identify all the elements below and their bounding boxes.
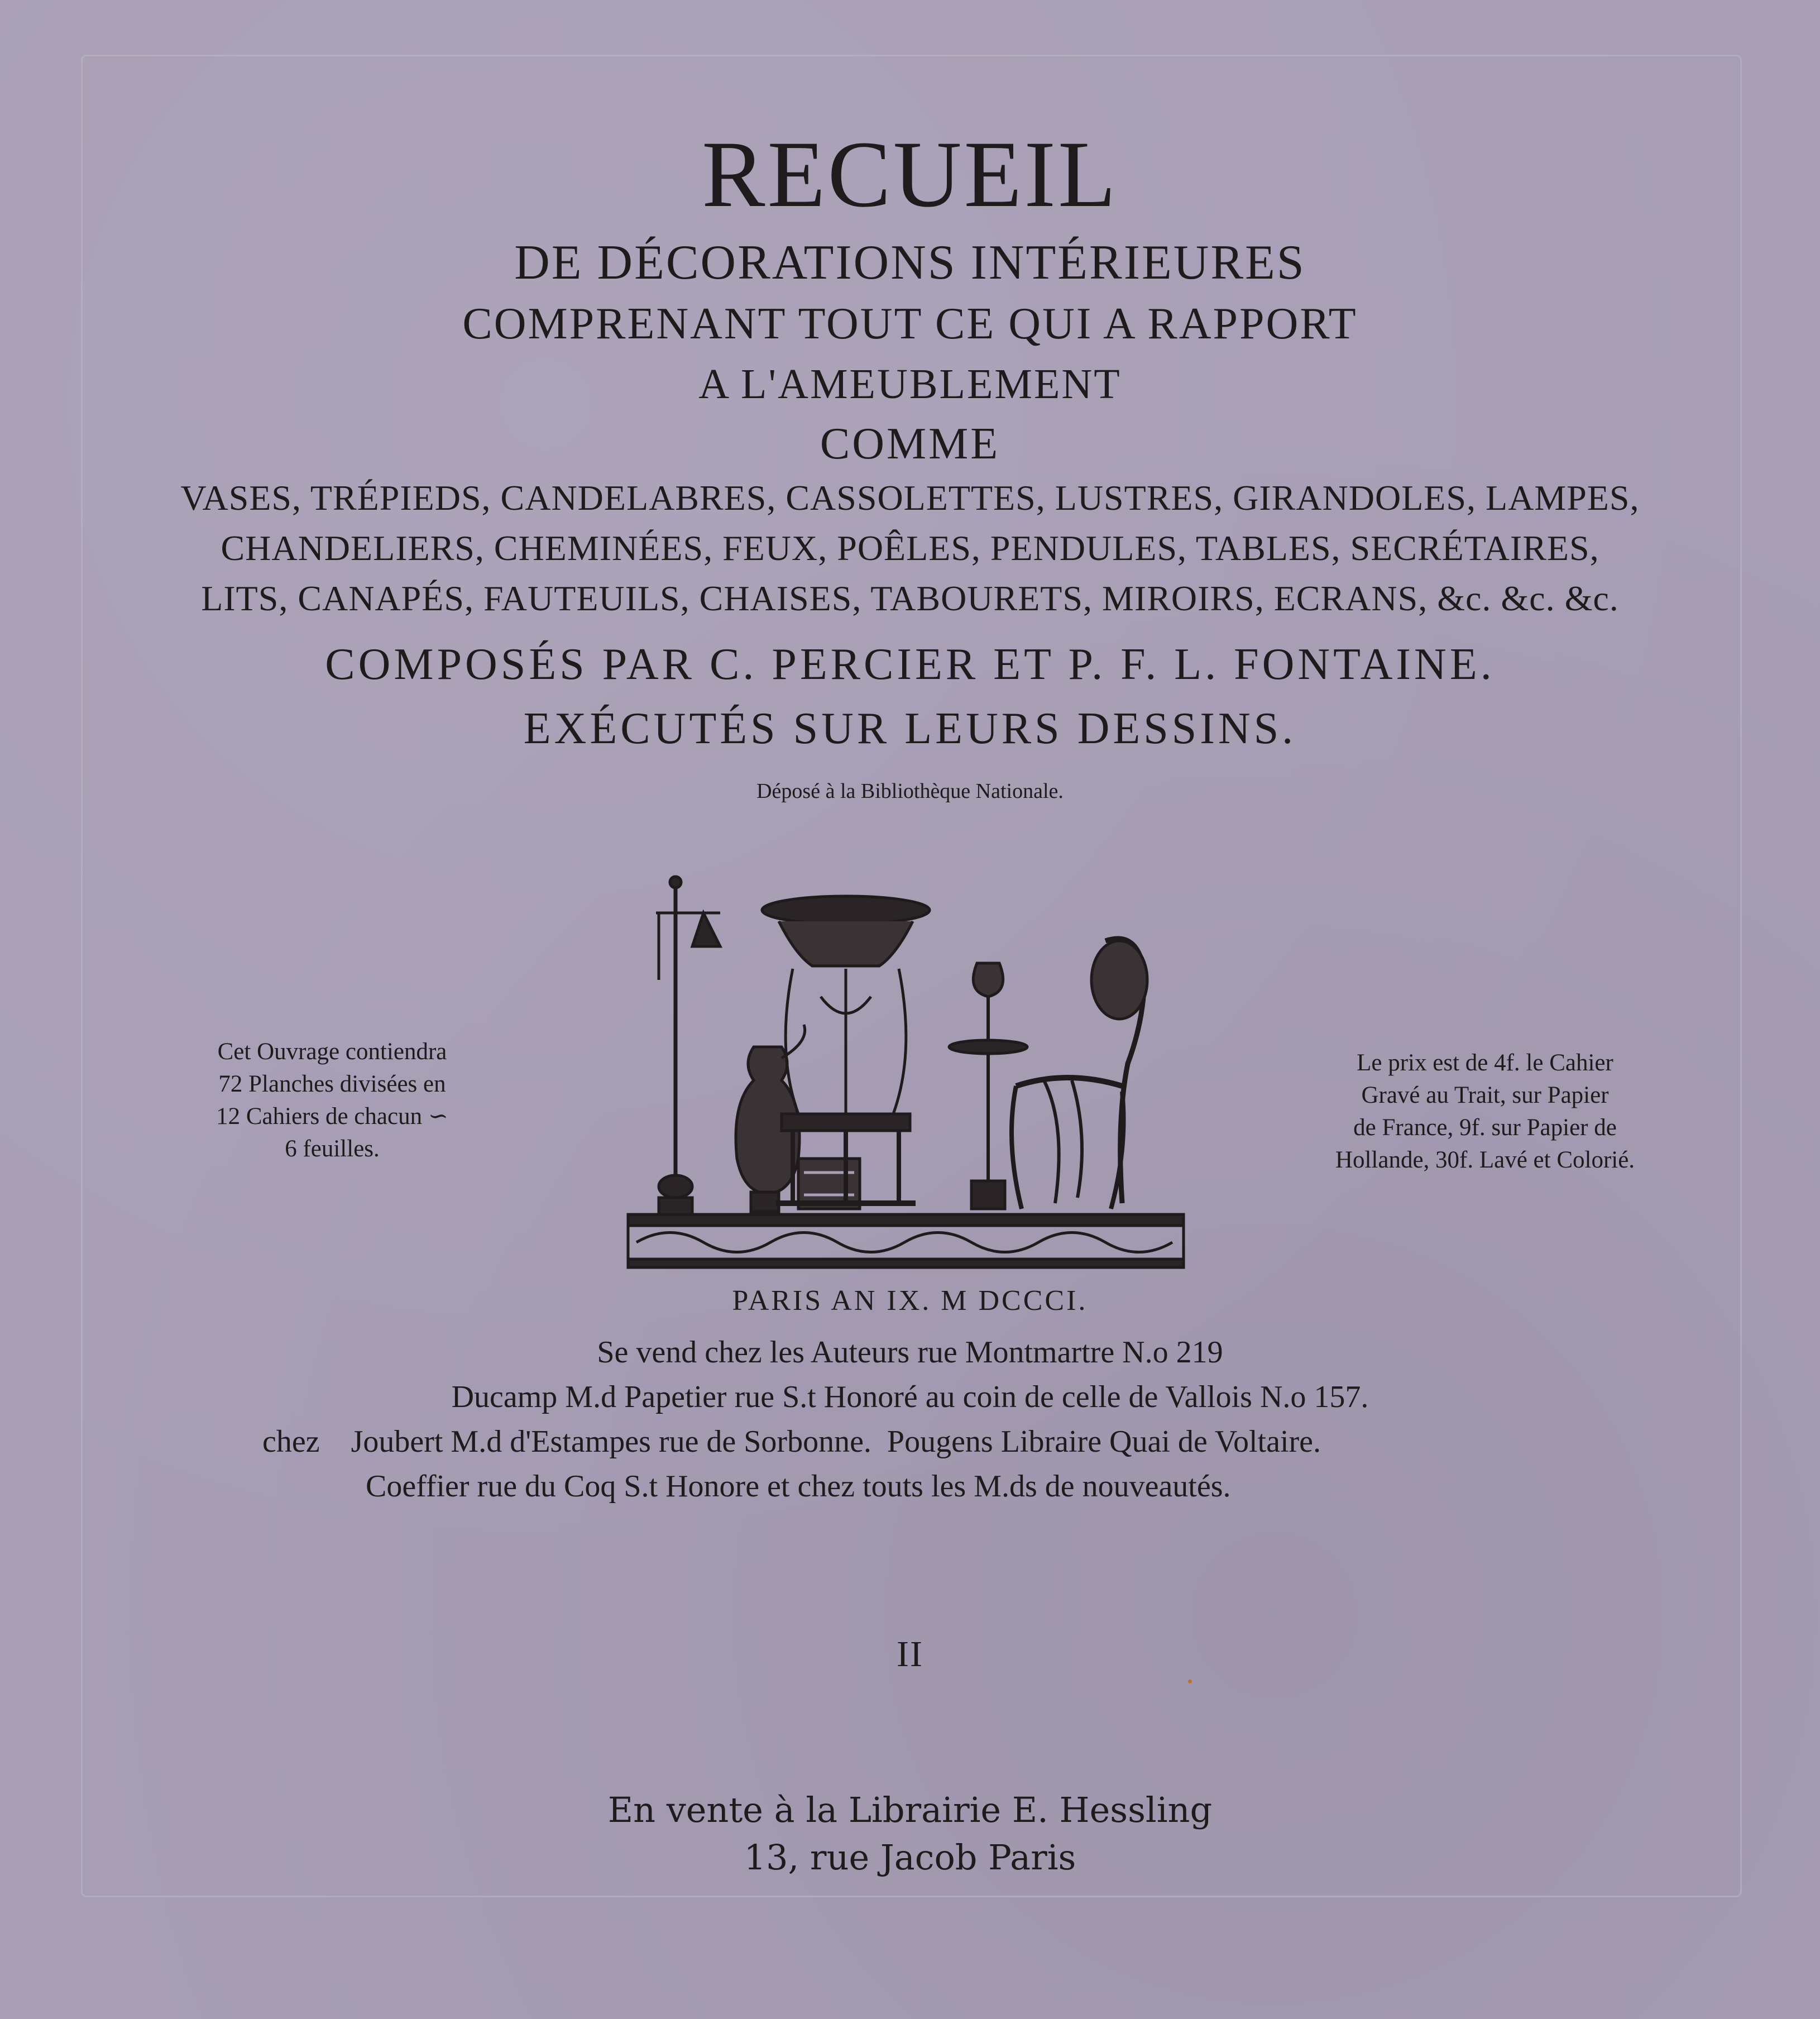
left-note (159, 1036, 505, 1165)
sale-line-2: 13, rue Jacob Paris (744, 1837, 1076, 1878)
items-line-3: LITS, CANAPÉS, FAUTEUILS, CHAISES, TABOURETS, MIROIRS, ECRANS, &c. &c. &c. (201, 578, 1619, 618)
right-note-line: Le prix est de 4f. le Cahier (1357, 1050, 1613, 1076)
items-line-2: CHANDELIERS, CHEMINÉES, FEUX, POÊLES, PENDULES, TABLES, SECRÉTAIRES, (221, 528, 1599, 568)
imprint-line-2: Ducamp M.d Papetier rue S.t Honoré au coin de celle de Vallois N.o 157. (451, 1380, 1369, 1414)
left-note-text: 12 Cahiers de chacun (216, 1103, 423, 1130)
right-note-line: Gravé au Trait, sur Papier (1361, 1082, 1609, 1108)
deposit-notice: Déposé à la Bibliothèque Nationale. (756, 779, 1064, 803)
subtitle-line-2: COMPRENANT TOUT CE QUI A RAPPORT (462, 299, 1358, 348)
items-line-1: VASES, TRÉPIEDS, CANDELABRES, CASSOLETTES, LUSTRES, GIRANDOLES, LAMPES, (180, 478, 1640, 518)
right-note (1306, 1047, 1664, 1176)
subtitle-line-4: COMME (820, 419, 1000, 468)
imprint-line-1: Se vend chez les Auteurs rue Montmartre N.o 219 (597, 1335, 1223, 1370)
flourish-icon: ∽ (422, 1103, 448, 1130)
imprint-line-3: chez Joubert M.d d'Estampes rue de Sorbonne. Pougens Libraire Quai de Voltaire. (262, 1424, 1321, 1459)
left-note-line: 72 Planches divisées en (218, 1071, 446, 1097)
imprint-line-4: Coeffier rue du Coq S.t Honore et chez touts les M.ds de nouveautés. (366, 1469, 1231, 1504)
subtitle-line-3: A L'AMEUBLEMENT (698, 361, 1122, 408)
paper-speck (1188, 1680, 1192, 1683)
left-note-line (159, 1101, 505, 1133)
right-note-line: Hollande, 30f. Lavé et Colorié. (1335, 1147, 1635, 1173)
left-note-line: 6 feuilles. (285, 1136, 380, 1162)
right-note-line: de France, 9f. sur Papier de (1353, 1114, 1617, 1141)
imprint-date: PARIS AN IX. M DCCCI. (732, 1285, 1088, 1317)
sale-line-1: En vente à la Librairie E. Hessling (607, 1790, 1213, 1830)
furniture-vignette-illustration (625, 868, 1189, 1270)
executed-line: EXÉCUTÉS SUR LEURS DESSINS. (523, 704, 1297, 753)
subtitle-line-1: DE DÉCORATIONS INTÉRIEURES (514, 236, 1306, 290)
authors-line: COMPOSÉS PAR C. PERCIER ET P. F. L. FONTAINE. (325, 640, 1495, 689)
page-title: RECUEIL (702, 122, 1118, 227)
left-note-line: Cet Ouvrage contiendra (217, 1039, 447, 1065)
volume-number: II (897, 1634, 923, 1674)
